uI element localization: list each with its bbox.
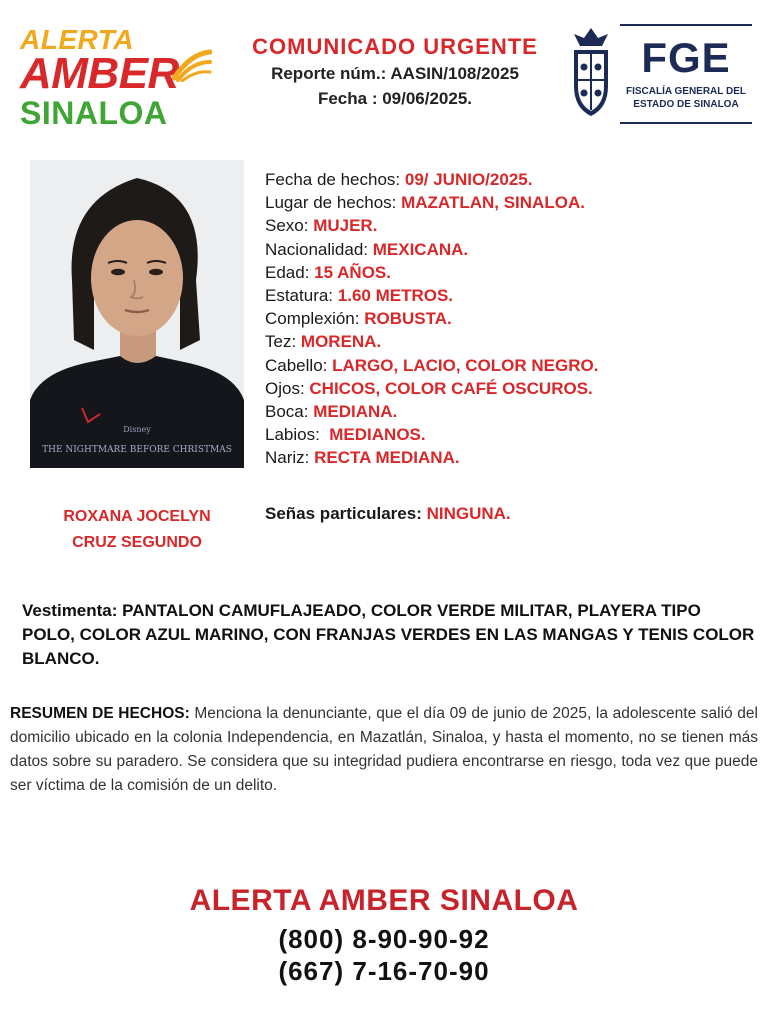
detail-row-cabello [265,354,745,377]
detail-label: Lugar de hechos: [265,193,402,213]
detail-row-lugar [265,191,745,214]
phone-number-2: (667) 7-16-70-90 [278,956,490,986]
detail-value: 15 AÑOS. [314,262,391,282]
person-details [265,168,745,470]
detail-value: 09/ JUNIO/2025. [404,170,533,189]
detail-value: MEDIANA. [313,402,398,422]
detail-label: Sexo: [265,216,314,236]
detail-row-nariz [265,446,745,469]
detail-row-tez [265,330,745,353]
detail-value: MORENA. [300,332,382,352]
detail-value: MUJER. [313,216,378,236]
detail-value: LARGO, LACIO, COLOR NEGRO. [332,355,599,375]
detail-row-sexo [265,214,745,237]
logo-line-alerta: ALERTA [20,24,134,55]
fge-logo [620,24,752,124]
detail-row-fecha [265,168,745,191]
detail-row-complexion [265,307,745,330]
detail-row-boca [265,400,745,423]
alerta-amber-logo [20,24,210,134]
resumen-label: RESUMEN DE HECHOS: [10,705,190,722]
alert-rays-icon [172,48,212,82]
shirt-print-title: THE NIGHTMARE BEFORE CHRISTMAS [42,445,232,455]
detail-row-edad [265,261,745,284]
detail-label: Boca: [265,402,314,422]
detail-value: CHICOS, COLOR CAFÉ OSCUROS. [309,378,593,398]
page-title: COMUNICADO URGENTE [252,34,538,59]
detail-label: Edad: [265,262,315,282]
detail-label: Fecha de hechos: [265,170,405,189]
detail-label: Nariz: [265,448,315,468]
detail-value: MEXICANA. [372,239,469,259]
resumen-hechos [10,702,758,798]
detail-value: 1.60 METROS. [337,286,454,306]
detail-value: ROBUSTA. [364,309,452,329]
detail-row-estatura [265,284,745,307]
report-number: Reporte núm.: AASIN/108/2025 [271,64,519,83]
detail-label: Cabello: [265,355,333,375]
phone-number-1: (800) 8-90-90-92 [278,924,490,954]
fge-line1: FISCALÍA GENERAL DEL [625,86,746,97]
footer-title: ALERTA AMBER SINALOA [189,884,579,917]
person-name-line1: ROXANA JOCELYN [63,508,211,525]
detail-label: Ojos: [265,378,310,398]
report-date: Fecha : 09/06/2025. [317,89,473,108]
senas-value: NINGUNA. [426,504,511,523]
person-photo [30,160,244,468]
detail-label: Nacionalidad: [265,239,373,259]
detail-value: MEDIANOS. [329,425,426,445]
detail-label: Complexión: [265,309,365,329]
detail-label: Estatura: [265,286,338,306]
detail-label: Labios: [265,425,330,445]
detail-row-nacionalidad [265,238,745,261]
fge-abbr: FGE [641,34,731,81]
shirt-print-brand: Disney [123,425,151,434]
detail-value: MAZATLAN, SINALOA. [401,193,585,213]
detail-row-labios [265,423,745,446]
fge-line2: ESTADO DE SINALOA [633,99,739,110]
detail-value: RECTA MEDIANA. [314,448,460,468]
logo-line-sinaloa: SINALOA [20,95,168,131]
senas-particulares [265,504,511,524]
resumen-text: Menciona la denunciante, que el día 09 de junio de 2025, la adolescente salió del domicilio ubicado en la colonia Independencia, en Mazatlán, Sinaloa, y hasta el momento, no se tienen más datos sobre su paradero. Se considera que su integridad pudiera encontrarse en riesgo, toda vez que puede ser víctima de la comisión de un delito. [10,705,758,794]
vestimenta-text: Vestimenta: PANTALON CAMUFLAJEADO, COLOR VERDE MILITAR, PLAYERA TIPO POLO, COLOR AZUL MARINO, CON FRANJAS VERDES EN LAS MANGAS Y TENIS COLOR BLANCO. [22,601,755,668]
detail-row-ojos [265,377,745,400]
logo-line-amber: AMBER [20,49,179,98]
person-name-line2: CRUZ SEGUNDO [72,534,202,551]
state-seal-icon [568,24,614,120]
detail-label: Tez: [265,332,301,352]
senas-label: Señas particulares: [265,504,427,523]
